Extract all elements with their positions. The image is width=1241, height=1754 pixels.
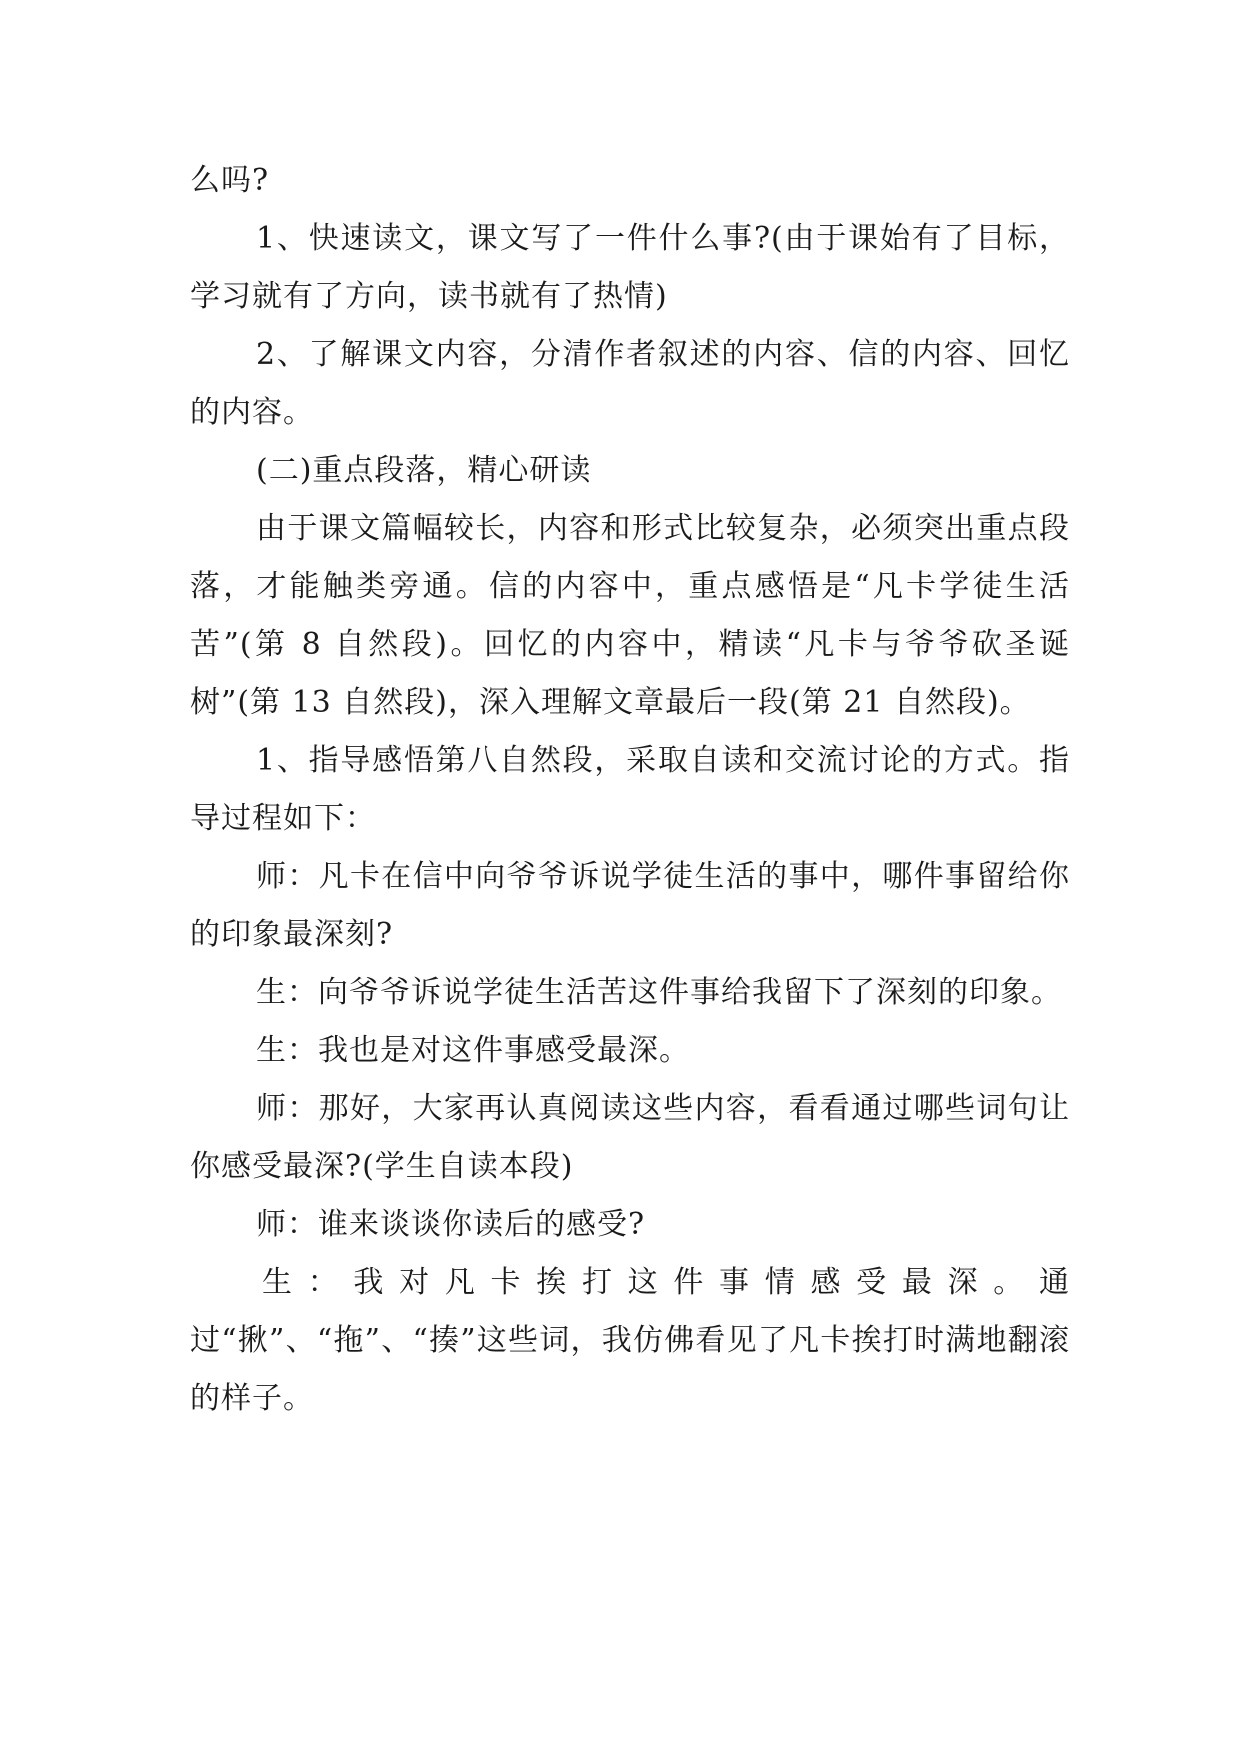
paragraph-continuation: 么吗? [190, 163, 270, 198]
document-body [190, 152, 1070, 1428]
paragraph-key-sections: 由于课文篇幅较长，内容和形式比较复杂，必须突出重点段落，才能触类旁通。信的内容中，重点感悟是“凡卡学徒生活苦”(第 8 自然段)。回忆的内容中，精读“凡卡与爷爷砍圣诞树”(第 13 自然段)，深入理解文章最后一段(第 21 自然段)。 [190, 511, 1070, 720]
paragraph-step-1-read: 1、快速读文，课文写了一件什么事?(由于课始有了目标，学习就有了方向，读书就有了热情) [190, 221, 1070, 314]
paragraph-guide-step: 1、指导感悟第八自然段，采取自读和交流讨论的方式。指导过程如下： [190, 743, 1070, 836]
section-heading: (二)重点段落，精心研读 [256, 453, 592, 488]
dialogue-teacher-1: 师：凡卡在信中向爷爷诉说学徒生活的事中，哪件事留给你的印象最深刻? [190, 859, 1070, 952]
dialogue-student-2: 生：我也是对这件事感受最深。 [256, 1033, 690, 1068]
dialogue-student-3: 生：我对凡卡挨打这件事情感受最深。通过“揪”、“拖”、“揍”这些词，我仿佛看见了凡卡挨打时满地翻滚的样子。 [190, 1265, 1070, 1416]
dialogue-teacher-3: 师：谁来谈谈你读后的感受? [256, 1207, 646, 1242]
paragraph-step-2-understand: 2、了解课文内容，分清作者叙述的内容、信的内容、回忆的内容。 [190, 337, 1070, 430]
dialogue-student-1: 生：向爷爷诉说学徒生活苦这件事给我留下了深刻的印象。 [256, 975, 1062, 1010]
dialogue-teacher-2: 师：那好，大家再认真阅读这些内容，看看通过哪些词句让你感受最深?(学生自读本段) [190, 1091, 1070, 1184]
